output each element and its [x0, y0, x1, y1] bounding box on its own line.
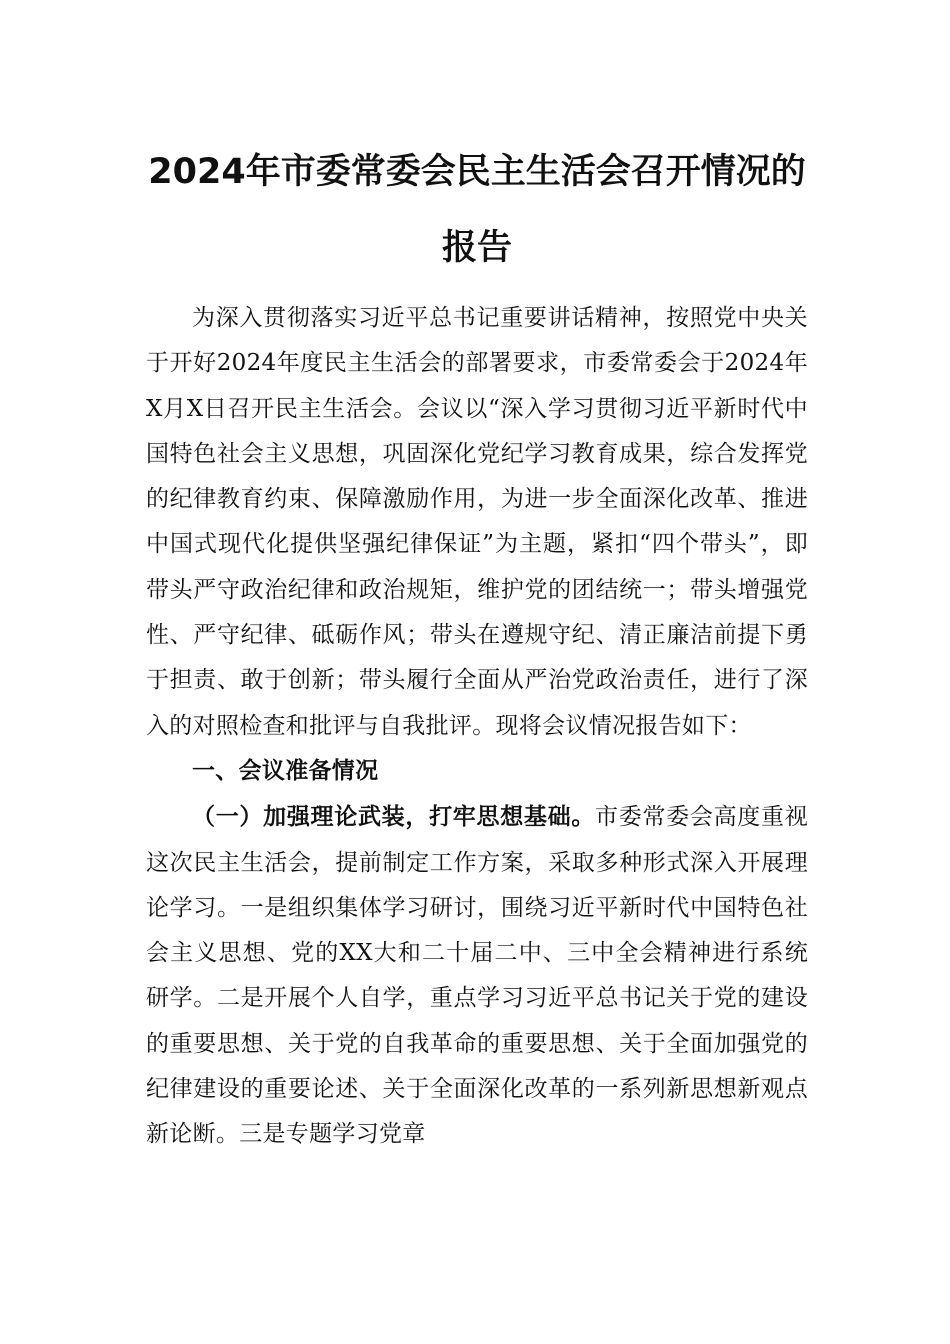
- section-heading-1: 一、会议准备情况: [192, 757, 379, 784]
- subsection-body-1: 市委常委会高度重视这次民主生活会，提前制定工作方案，采取多种形式深入开展理论学习。一是组织集体学习研讨，围绕习近平新时代中国特色社会主义思想、党的XX大和二十届二中、三中全会精神进行系统研学。二是开展个人自学，重点学习习近平总书记关于党的建设的重要思想、关于党的自我革命的重要思想、关于全面加强党的纪律建设的重要论述、关于全面深化改革的一系列新思想新观点新论断。三是专题学习党章: [146, 804, 808, 1148]
- title-line-2: 报告: [441, 228, 512, 268]
- document-body: [146, 296, 808, 1158]
- document-title: [146, 150, 808, 270]
- subsection-paragraph-1: [146, 794, 808, 1157]
- intro-paragraph: 为深入贯彻落实习近平总书记重要讲话精神，按照党中央关于开好2024年度民主生活会的部署要求，市委常委会于2024年X月X日召开民主生活会。会议以“深入学习贯彻习近平新时代中国特色社会主义思想，巩固深化党纪学习教育成果，综合发挥党的纪律教育约束、保障激励作用，为进一步全面深化改革、推进中国式现代化提供坚强纪律保证”为主题，紧扣“四个带头”，即带头严守政治纪律和政治规矩，维护党的团结统一；带头增强党性、严守纪律、砥砺作风；带头在遵规守纪、清正廉洁前提下勇于担责、敢于创新；带头履行全面从严治党政治责任，进行了深入的对照检查和批评与自我批评。现将会议情况报告如下：: [146, 305, 808, 739]
- subsection-lead-1: （一）加强理论武装，打牢思想基础。: [192, 803, 596, 831]
- document-page: [146, 150, 808, 1158]
- title-line-1: 2024年市委常委会民主生活会召开情况的: [148, 152, 806, 192]
